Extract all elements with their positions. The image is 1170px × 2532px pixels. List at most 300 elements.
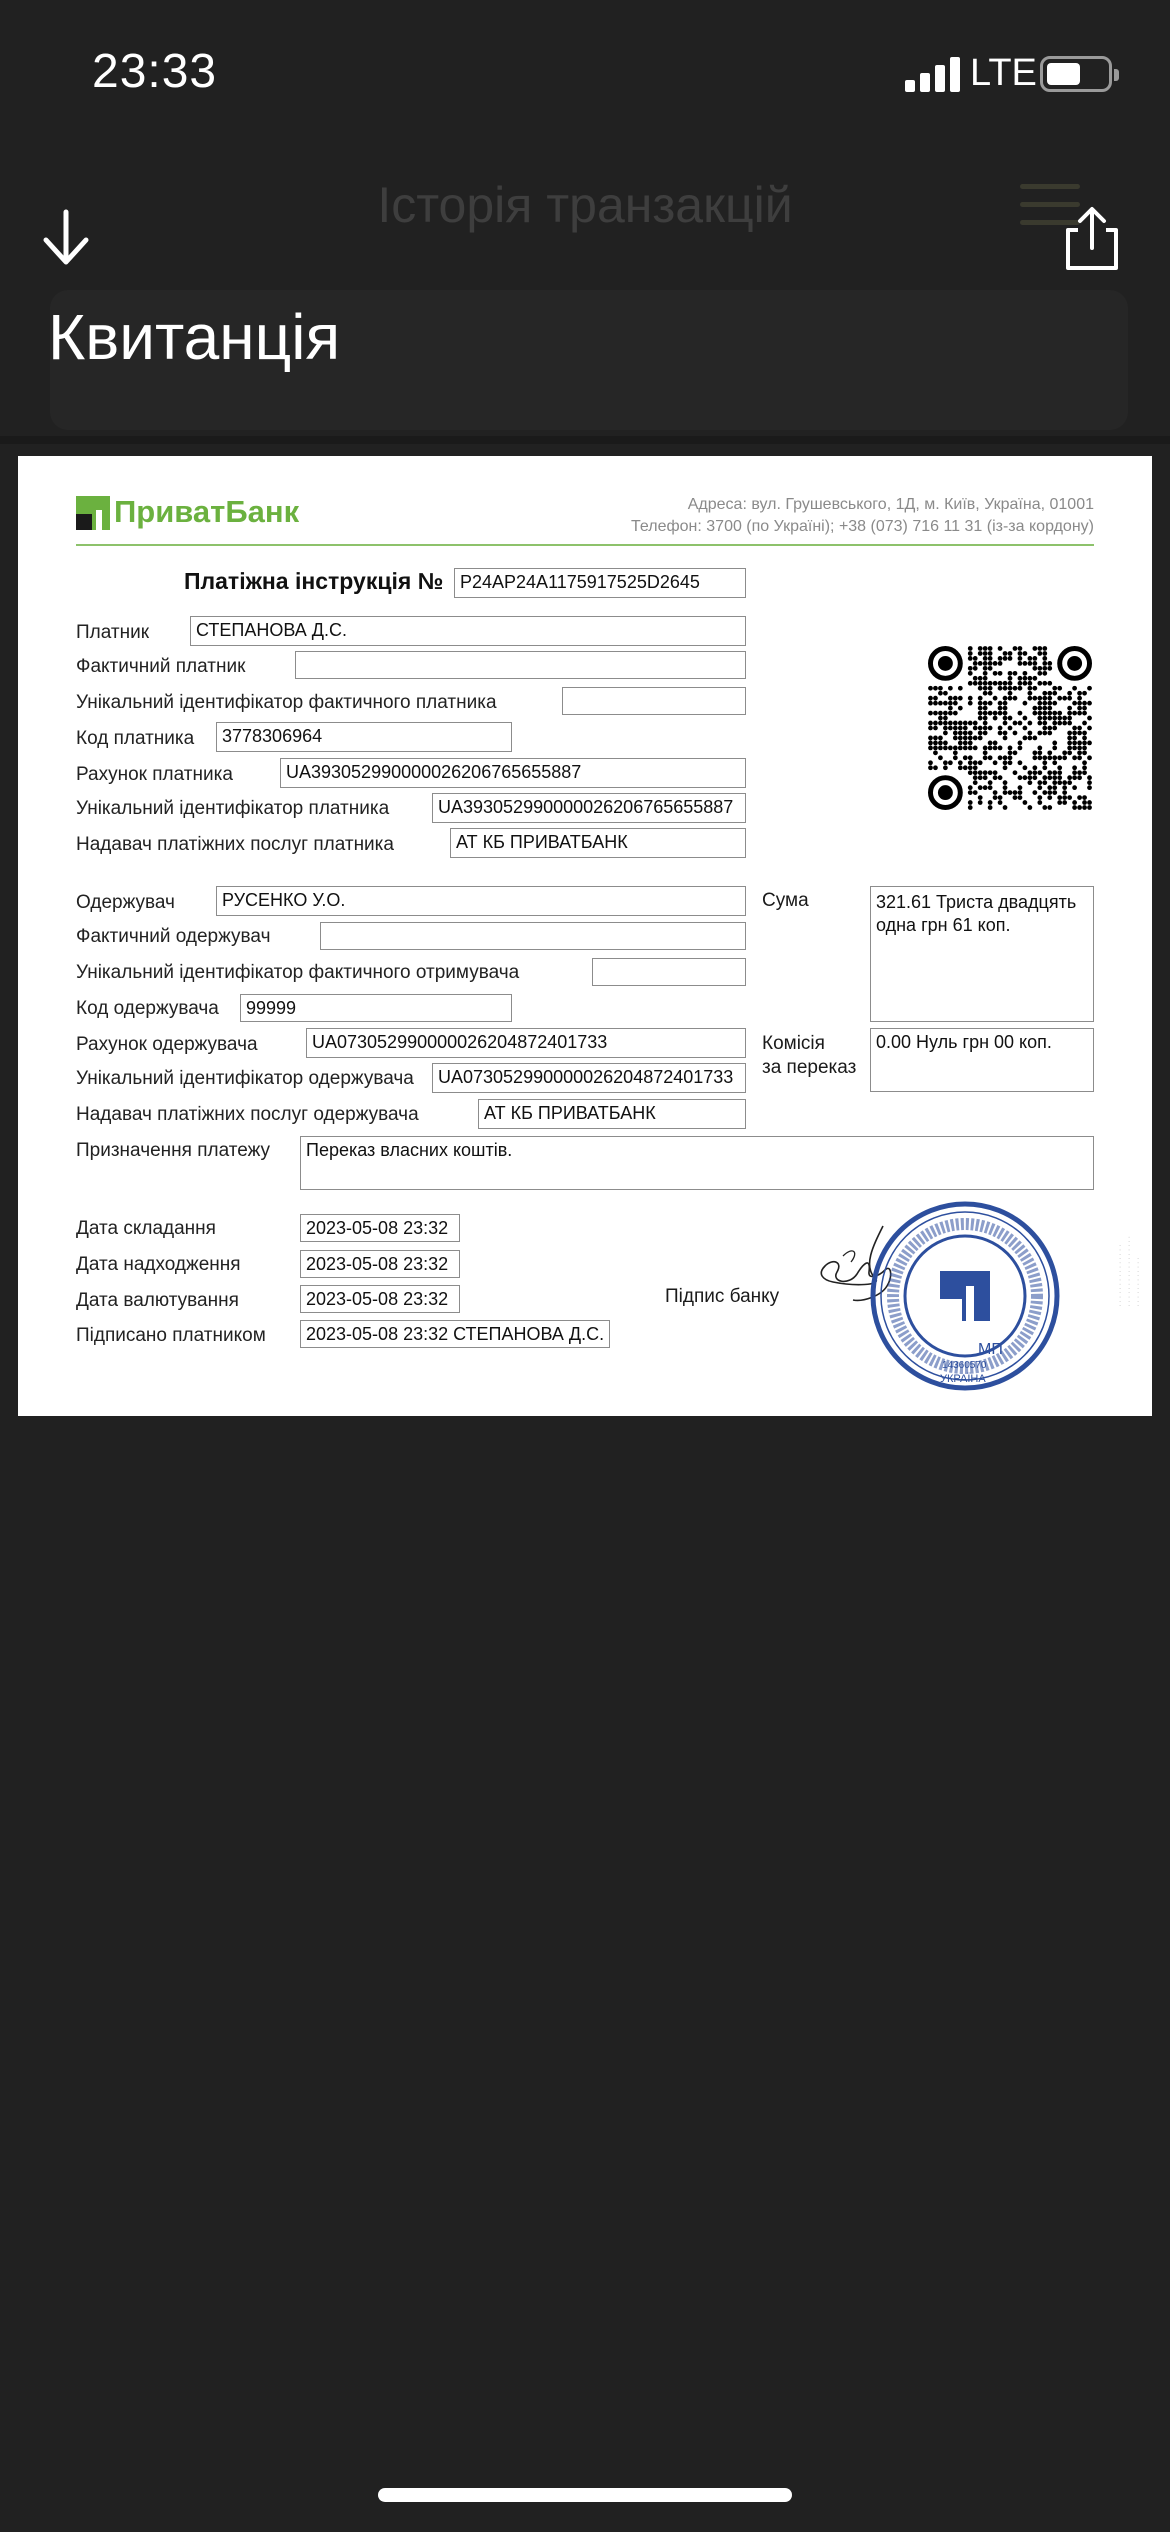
qr-module xyxy=(958,686,963,691)
qr-module xyxy=(1087,726,1092,731)
qr-module xyxy=(1037,721,1042,726)
qr-module xyxy=(978,706,983,711)
brand-divider xyxy=(76,544,1094,546)
qr-module xyxy=(928,726,933,731)
qr-module xyxy=(978,716,983,721)
qr-module xyxy=(1018,676,1023,681)
actual-recipient-value xyxy=(320,922,746,950)
qr-module xyxy=(1067,750,1072,755)
qr-module xyxy=(958,745,963,750)
qr-module xyxy=(1037,666,1042,671)
signal-icon xyxy=(905,56,961,92)
signed-value: 2023-05-08 23:32 СТЕПАНОВА Д.С. xyxy=(300,1320,610,1348)
qr-module xyxy=(953,726,958,731)
qr-module xyxy=(1003,760,1008,765)
commission-value: 0.00 Нуль грн 00 коп. xyxy=(870,1028,1094,1092)
qr-module xyxy=(978,681,983,686)
qr-module xyxy=(943,726,948,731)
qr-module xyxy=(983,651,988,656)
qr-module xyxy=(1052,741,1057,746)
actual-recipient-label: Фактичний одержувач xyxy=(76,926,271,947)
qr-module xyxy=(968,681,973,686)
qr-module xyxy=(928,711,933,716)
payer-provider-value: АТ КБ ПРИВАТБАНК xyxy=(450,828,746,858)
qr-module xyxy=(1008,676,1013,681)
qr-module xyxy=(948,706,953,711)
qr-module xyxy=(943,701,948,706)
qr-module xyxy=(1008,755,1013,760)
qr-module xyxy=(1023,681,1028,686)
payer-account-label: Рахунок платника xyxy=(76,764,233,785)
qr-module xyxy=(1008,651,1013,656)
qr-module xyxy=(1013,795,1018,800)
qr-module xyxy=(968,731,973,736)
qr-module xyxy=(978,676,983,681)
qr-module xyxy=(1087,755,1092,760)
qr-module xyxy=(1032,661,1037,666)
qr-module xyxy=(1037,716,1042,721)
qr-finder-center xyxy=(938,785,953,800)
qr-module xyxy=(983,681,988,686)
qr-module xyxy=(1067,795,1072,800)
qr-module xyxy=(1037,711,1042,716)
qr-module xyxy=(1077,701,1082,706)
qr-module xyxy=(943,745,948,750)
qr-module xyxy=(933,696,938,701)
qr-module xyxy=(1018,646,1023,651)
date-value-label: Дата валютування xyxy=(76,1290,239,1311)
qr-module xyxy=(1052,721,1057,726)
qr-module xyxy=(1018,681,1023,686)
qr-module xyxy=(978,711,983,716)
qr-module xyxy=(1013,696,1018,701)
qr-module xyxy=(1032,755,1037,760)
qr-module xyxy=(953,736,958,741)
qr-module xyxy=(1008,671,1013,676)
qr-module xyxy=(933,701,938,706)
qr-module xyxy=(1057,711,1062,716)
qr-module xyxy=(938,701,943,706)
qr-module xyxy=(1027,691,1032,696)
qr-module xyxy=(1082,765,1087,770)
qr-module xyxy=(1042,691,1047,696)
qr-module xyxy=(993,661,998,666)
qr-module xyxy=(1003,701,1008,706)
qr-module xyxy=(1082,750,1087,755)
qr-module xyxy=(1013,770,1018,775)
qr-module xyxy=(1018,651,1023,656)
qr-module xyxy=(978,736,983,741)
qr-module xyxy=(1087,780,1092,785)
qr-module xyxy=(1047,795,1052,800)
qr-module xyxy=(993,716,998,721)
qr-module xyxy=(978,651,983,656)
qr-module xyxy=(1042,706,1047,711)
home-indicator[interactable] xyxy=(378,2488,792,2502)
qr-module xyxy=(983,671,988,676)
qr-module xyxy=(1062,785,1067,790)
qr-module xyxy=(983,721,988,726)
qr-module xyxy=(998,775,1003,780)
qr-module xyxy=(1027,696,1032,701)
qr-module xyxy=(993,711,998,716)
qr-module xyxy=(928,701,933,706)
actual-payer-id-value xyxy=(562,687,746,715)
qr-module xyxy=(938,716,943,721)
qr-module xyxy=(1037,750,1042,755)
qr-module xyxy=(1008,696,1013,701)
qr-module xyxy=(1082,760,1087,765)
qr-module xyxy=(1003,736,1008,741)
qr-module xyxy=(1057,780,1062,785)
qr-module xyxy=(943,760,948,765)
qr-module xyxy=(973,656,978,661)
qr-module xyxy=(988,681,993,686)
qr-module xyxy=(1077,750,1082,755)
qr-module xyxy=(1003,716,1008,721)
qr-module xyxy=(1037,701,1042,706)
status-bar xyxy=(0,0,1170,150)
qr-module xyxy=(1037,681,1042,686)
qr-finder-center xyxy=(938,656,953,671)
qr-module xyxy=(1027,681,1032,686)
qr-module xyxy=(933,721,938,726)
qr-module xyxy=(983,701,988,706)
qr-module xyxy=(998,731,1003,736)
qr-module xyxy=(973,745,978,750)
actual-payer-id-label: Унікальний ідентифікатор фактичного платника xyxy=(76,692,497,713)
sum-value-line: одна грн 61 коп. xyxy=(876,915,1011,935)
qr-module xyxy=(978,785,983,790)
qr-module xyxy=(1072,711,1077,716)
qr-module xyxy=(953,701,958,706)
qr-module xyxy=(938,711,943,716)
qr-module xyxy=(1062,716,1067,721)
qr-module xyxy=(1032,736,1037,741)
qr-module xyxy=(1042,681,1047,686)
qr-module xyxy=(1052,711,1057,716)
qr-module xyxy=(1032,711,1037,716)
qr-module xyxy=(1047,696,1052,701)
qr-module xyxy=(1047,785,1052,790)
qr-module xyxy=(978,701,983,706)
qr-module xyxy=(1008,656,1013,661)
qr-module xyxy=(1052,770,1057,775)
qr-module xyxy=(1042,775,1047,780)
qr-module xyxy=(993,741,998,746)
date-value-value: 2023-05-08 23:32 xyxy=(300,1285,460,1313)
actual-payer-value xyxy=(295,651,746,679)
qr-module xyxy=(1037,731,1042,736)
qr-module xyxy=(978,686,983,691)
qr-module xyxy=(1052,755,1057,760)
qr-module xyxy=(988,666,993,671)
qr-module xyxy=(1018,775,1023,780)
share-icon[interactable] xyxy=(1060,206,1124,272)
instruction-number: P24AP24A1175917525D2645 xyxy=(454,568,746,598)
qr-module xyxy=(973,760,978,765)
qr-module xyxy=(1072,755,1077,760)
qr-module xyxy=(1057,770,1062,775)
qr-module xyxy=(998,646,1003,651)
qr-module xyxy=(973,736,978,741)
arrow-down-icon[interactable] xyxy=(40,208,92,268)
qr-module xyxy=(1018,686,1023,691)
qr-module xyxy=(998,726,1003,731)
qr-module xyxy=(1008,686,1013,691)
date-created-value: 2023-05-08 23:32 xyxy=(300,1214,460,1242)
qr-module xyxy=(1037,770,1042,775)
qr-module xyxy=(1023,651,1028,656)
qr-module xyxy=(1057,721,1062,726)
qr-module xyxy=(968,721,973,726)
qr-module xyxy=(948,721,953,726)
qr-module xyxy=(973,765,978,770)
qr-module xyxy=(928,745,933,750)
qr-module xyxy=(1032,790,1037,795)
qr-module xyxy=(978,795,983,800)
qr-module xyxy=(963,745,968,750)
recipient-account-label: Рахунок одержувача xyxy=(76,1034,258,1055)
qr-module xyxy=(1003,765,1008,770)
qr-module xyxy=(968,656,973,661)
vertical-fine-print: · · · · · · · · · · · · · · · · · · · · · · · · · · · · · · · · · · · · · · · · · · · · xyxy=(1117,1236,1142,1307)
qr-module xyxy=(988,745,993,750)
qr-module xyxy=(968,651,973,656)
qr-module xyxy=(988,770,993,775)
qr-module xyxy=(1067,780,1072,785)
qr-module xyxy=(1072,686,1077,691)
qr-module xyxy=(1087,785,1092,790)
qr-module xyxy=(1057,795,1062,800)
qr-module xyxy=(963,731,968,736)
qr-module xyxy=(1067,745,1072,750)
qr-module xyxy=(1077,731,1082,736)
date-received-value: 2023-05-08 23:32 xyxy=(300,1250,460,1278)
qr-module xyxy=(963,741,968,746)
qr-module xyxy=(968,696,973,701)
qr-module xyxy=(1052,686,1057,691)
bank-phone-line: Телефон: 3700 (по Україні); +38 (073) 716 11 31 (із-за кордону) xyxy=(631,518,1094,535)
qr-module xyxy=(938,686,943,691)
qr-module xyxy=(993,760,998,765)
qr-module xyxy=(1067,716,1072,721)
qr-module xyxy=(973,790,978,795)
qr-module xyxy=(1077,755,1082,760)
qr-module xyxy=(1082,795,1087,800)
battery-icon xyxy=(1040,56,1112,92)
qr-module xyxy=(958,731,963,736)
qr-module xyxy=(1047,701,1052,706)
qr-module xyxy=(953,711,958,716)
qr-module xyxy=(988,656,993,661)
qr-module xyxy=(973,770,978,775)
qr-module xyxy=(938,755,943,760)
actual-recipient-id-value xyxy=(592,958,746,986)
qr-module xyxy=(973,666,978,671)
qr-module xyxy=(968,671,973,676)
qr-module xyxy=(1082,800,1087,805)
qr-module xyxy=(1062,790,1067,795)
purpose-label: Призначення платежу xyxy=(76,1140,270,1161)
qr-module xyxy=(1027,805,1032,810)
qr-module xyxy=(998,711,1003,716)
qr-module xyxy=(933,736,938,741)
qr-module xyxy=(948,760,953,765)
qr-module xyxy=(1042,755,1047,760)
qr-module xyxy=(1087,800,1092,805)
qr-module xyxy=(1023,765,1028,770)
qr-module xyxy=(988,800,993,805)
qr-module xyxy=(988,755,993,760)
recipient-provider-value: АТ КБ ПРИВАТБАНК xyxy=(478,1099,746,1129)
qr-module xyxy=(1008,726,1013,731)
qr-module xyxy=(1032,775,1037,780)
qr-module xyxy=(928,765,933,770)
qr-module xyxy=(988,661,993,666)
qr-module xyxy=(1003,785,1008,790)
receipt-document xyxy=(18,456,1152,1416)
bank-address xyxy=(631,494,1094,538)
qr-module xyxy=(1032,750,1037,755)
qr-module xyxy=(988,651,993,656)
qr-module xyxy=(1042,671,1047,676)
qr-module xyxy=(1072,701,1077,706)
qr-module xyxy=(1087,701,1092,706)
qr-module xyxy=(938,691,943,696)
qr-module xyxy=(943,741,948,746)
qr-module xyxy=(1057,716,1062,721)
qr-module xyxy=(988,711,993,716)
qr-module xyxy=(1042,651,1047,656)
qr-module xyxy=(978,726,983,731)
qr-module xyxy=(993,775,998,780)
qr-module xyxy=(1042,666,1047,671)
qr-module xyxy=(1003,790,1008,795)
qr-module xyxy=(928,686,933,691)
stamp-country-text: УКРАЇНА xyxy=(940,1373,986,1385)
payer-label: Платник xyxy=(76,622,150,643)
qr-module xyxy=(978,760,983,765)
qr-module xyxy=(1003,711,1008,716)
qr-module xyxy=(958,706,963,711)
qr-module xyxy=(1087,805,1092,810)
qr-module xyxy=(998,755,1003,760)
qr-module xyxy=(943,765,948,770)
qr-module xyxy=(1052,785,1057,790)
qr-module xyxy=(928,736,933,741)
qr-module xyxy=(988,741,993,746)
qr-module xyxy=(1082,745,1087,750)
qr-module xyxy=(1077,770,1082,775)
qr-module xyxy=(958,760,963,765)
qr-module xyxy=(1087,716,1092,721)
qr-module xyxy=(1042,701,1047,706)
qr-module xyxy=(1018,790,1023,795)
qr-module xyxy=(1003,686,1008,691)
actual-recipient-id-label: Унікальний ідентифікатор фактичного отримувача xyxy=(76,962,520,983)
qr-module xyxy=(1047,711,1052,716)
qr-module xyxy=(1077,795,1082,800)
qr-module xyxy=(1042,726,1047,731)
qr-module xyxy=(968,805,973,810)
qr-module xyxy=(1032,666,1037,671)
qr-module xyxy=(1067,711,1072,716)
payer-unique-id-label: Унікальний ідентифікатор платника xyxy=(76,798,390,819)
qr-module xyxy=(1008,745,1013,750)
qr-module xyxy=(1067,731,1072,736)
qr-module xyxy=(1023,736,1028,741)
qr-module xyxy=(938,736,943,741)
date-received-label: Дата надходження xyxy=(76,1254,241,1275)
qr-module xyxy=(1042,711,1047,716)
qr-module xyxy=(943,716,948,721)
qr-module xyxy=(968,745,973,750)
qr-module xyxy=(988,646,993,651)
qr-module xyxy=(1057,765,1062,770)
qr-module xyxy=(1047,706,1052,711)
qr-module xyxy=(1087,775,1092,780)
qr-module xyxy=(973,780,978,785)
qr-module xyxy=(933,745,938,750)
qr-module xyxy=(1032,676,1037,681)
qr-module xyxy=(983,731,988,736)
qr-module xyxy=(1057,755,1062,760)
qr-module xyxy=(973,661,978,666)
qr-module xyxy=(1072,775,1077,780)
qr-module xyxy=(1027,780,1032,785)
qr-module xyxy=(1062,795,1067,800)
recipient-unique-id-value: UA073052990000026204872401733 xyxy=(432,1063,746,1093)
qr-module xyxy=(1077,726,1082,731)
qr-module xyxy=(1087,741,1092,746)
qr-module xyxy=(1003,651,1008,656)
qr-module xyxy=(1037,646,1042,651)
qr-module xyxy=(968,701,973,706)
qr-module xyxy=(968,800,973,805)
date-created-label: Дата складання xyxy=(76,1218,216,1239)
qr-module xyxy=(978,800,983,805)
qr-module xyxy=(988,726,993,731)
qr-module xyxy=(998,701,1003,706)
qr-module xyxy=(1008,750,1013,755)
qr-module xyxy=(1008,691,1013,696)
bank-signature-label: Підпис банку xyxy=(665,1286,780,1307)
qr-module xyxy=(983,686,988,691)
qr-module xyxy=(1082,706,1087,711)
qr-module xyxy=(948,696,953,701)
qr-module xyxy=(928,721,933,726)
qr-module xyxy=(1047,770,1052,775)
qr-module xyxy=(1013,731,1018,736)
qr-module xyxy=(983,770,988,775)
qr-module xyxy=(1067,706,1072,711)
background-screen-title: Історія транзакцій xyxy=(377,177,793,233)
qr-module xyxy=(993,681,998,686)
qr-module xyxy=(983,691,988,696)
purpose-value: Переказ власних коштів. xyxy=(300,1136,1094,1190)
page-title: Квитанція xyxy=(48,301,341,373)
qr-module xyxy=(1047,691,1052,696)
instruction-title: Платіжна інструкція № xyxy=(184,568,444,594)
qr-module xyxy=(973,681,978,686)
qr-module xyxy=(948,726,953,731)
bank-stamp xyxy=(860,1196,1070,1396)
qr-module xyxy=(943,711,948,716)
qr-module xyxy=(1072,745,1077,750)
qr-module xyxy=(933,741,938,746)
commission-label-line: Комісія xyxy=(762,1033,825,1054)
